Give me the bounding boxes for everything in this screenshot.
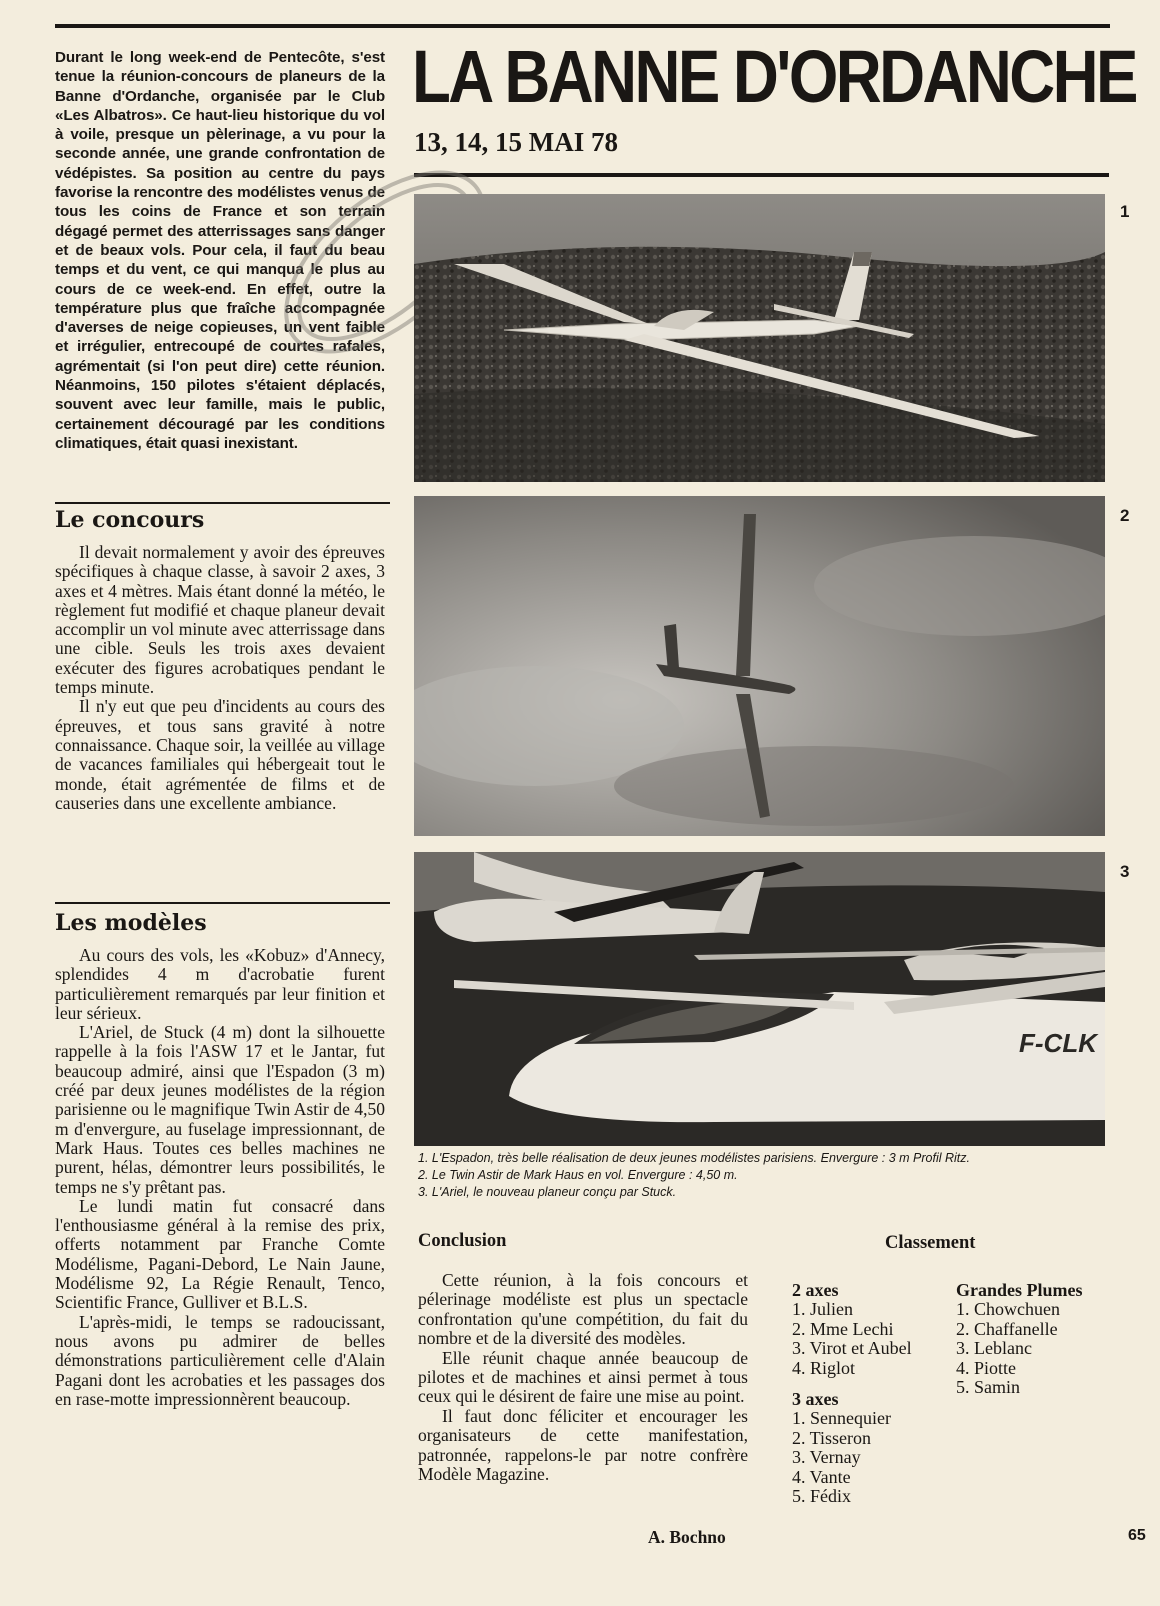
ranking-item: 2. Tisseron: [792, 1427, 872, 1448]
top-rule: [55, 24, 1110, 28]
photo-captions: [418, 1150, 1108, 1201]
modeles-paragraph: L'Ariel, de Stuck (4 m) dont la silhouette rappelle à la fois l'ASW 17 et le Jantar, fut beaucoup admiré, ainsi que l'Espadon (3 m) créé par deux jeunes modélistes de la région parisienne ou le magnifique Twin Astir de 4,50 m d'envergure, au fuselage impressionnant, de Mark Haus. Toutes ces belles machines ne purent, hélas, démontrer leurs possibilités, le temps ne s'y prêtant pas.: [55, 1022, 385, 1197]
concours-text: [55, 543, 385, 813]
modeles-paragraph: Le lundi matin fut consacré dans l'enthousiasme général à la remise des prix, offerts notamment par Franche Comte Modélisme, Pagani-Debord, Le Nain Jaune, Modélisme 92, La Régie Renault, Tenco, Scientific France, Gulliver et B.L.S.: [55, 1195, 385, 1313]
ranking-item: 4. Vante: [792, 1466, 851, 1487]
ranking-item: 1. Sennequier: [792, 1408, 891, 1429]
ranking-item: 5. Samin: [956, 1377, 1021, 1398]
intro-paragraph: Durant le long week-end de Pentecôte, s'est tenue la réunion-concours de planeurs de la Banne d'Ordanche, organisée par le Club «Les Albatros». Ce haut-lieu historique du vol à voile, presque un pèlerinage, a vu pour la seconde année, une grande confrontation de védépistes. Sa position au centre du pays favorise la rencontre des modélistes venus de tous les coins de France et son terrain dégagé permet des atterrissages sans danger et de beaux vols. Pour cela, il faut du beau temps et du vent, ce qui manqua le plus au cours de ce week-end. En effet, outre la température plus que fraîche accompagnée d'averses de neige copieuses, un vent faible et irrégulier, entrecoupé de courtes rafales, agrémentait (si l'on peut dire) cette réunion. Néanmoins, 150 pilotes s'étaient déplacés, souvent avec leur famille, mais le public, certainement découragé par les conditions climatiques, était quasi inexistant.: [55, 49, 385, 452]
ranking-item: 1. Chowchuen: [956, 1299, 1060, 1320]
section-title-modeles: Les modèles: [55, 910, 207, 936]
section-title-concours: Le concours: [55, 507, 205, 533]
conclusion-paragraph: Il faut donc féliciter et encourager les organisateurs de cette manifestation, patronnée, rappelons-le par notre confrère Modèle Magazine.: [418, 1405, 748, 1485]
title-bottom-rule: [414, 173, 1109, 177]
caption: 3. L'Ariel, le nouveau planeur conçu par Stuck.: [418, 1185, 677, 1199]
photo-ariel: [414, 852, 1105, 1146]
modeles-paragraph: Au cours des vols, les «Kobuz» d'Annecy, splendides 4 m d'acrobatie furent particulièrement remarqués par leur finition et leur sérieux.: [55, 945, 385, 1023]
fuselage-marking: F-CLK: [1019, 1028, 1097, 1058]
ranking-heading: Grandes Plumes: [956, 1280, 1083, 1300]
ranking-item: 3. Virot et Aubel: [792, 1338, 912, 1359]
conclusion-title: Conclusion: [418, 1231, 507, 1251]
classement-title: Classement: [885, 1233, 976, 1253]
modeles-paragraph: L'après-midi, le temps se radoucissant, nous avons pu admirer de belles démonstrations particulièrement celle d'Alain Pagani dont les acrobaties et les passages dos en rase-motte impressionnèrent beaucoup.: [55, 1311, 385, 1409]
ranking-2-axes: [792, 1281, 912, 1378]
conclusion-text: [418, 1271, 748, 1484]
section-rule-modeles: [55, 902, 390, 904]
ranking-item: 4. Riglot: [792, 1357, 856, 1378]
modeles-text: [55, 946, 385, 1409]
article-date: 13, 14, 15 MAI 78: [414, 127, 618, 157]
ranking-item: 2. Mme Lechi: [792, 1318, 894, 1339]
ranking-heading: 3 axes: [792, 1389, 839, 1409]
photo-number: 1: [1120, 202, 1130, 221]
ranking-item: 1. Julien: [792, 1299, 853, 1320]
ranking-item: 3. Vernay: [792, 1447, 861, 1468]
concours-paragraph: Il n'y eut que peu d'incidents au cours des épreuves, et tous sans gravité à notre connaissance. Chaque soir, la veillée au village de vacances familiales qui hébergeait tout le monde, était agrémentée de films et de causeries dans une excellente ambiance.: [55, 696, 385, 813]
section-rule-concours: [55, 502, 390, 504]
photo-espadon: [414, 194, 1105, 482]
page-number: 65: [1128, 1527, 1146, 1544]
ranking-grandes-plumes: [956, 1281, 1083, 1397]
photo-number: 3: [1120, 862, 1130, 881]
ranking-item: 3. Leblanc: [956, 1338, 1032, 1359]
photo-number: 2: [1120, 506, 1130, 525]
ranking-item: 2. Chaffanelle: [956, 1318, 1058, 1339]
caption: 1. L'Espadon, très belle réalisation de deux jeunes modélistes parisiens. Envergure : 3 m Profil Ritz.: [418, 1151, 970, 1165]
photo-twin-astir: [414, 496, 1105, 836]
author-signature: A. Bochno: [648, 1527, 726, 1547]
caption: 2. Le Twin Astir de Mark Haus en vol. Envergure : 4,50 m.: [418, 1168, 738, 1182]
article-title: LA BANNE D'ORDANCHE: [412, 35, 1136, 118]
ranking-item: 5. Fédix: [792, 1486, 852, 1507]
ranking-3-axes: [792, 1390, 891, 1506]
concours-paragraph: Il devait normalement y avoir des épreuves spécifiques à chaque classe, à savoir 2 axes, 3 axes et 4 mètres. Mais étant donné la météo, le règlement fut modifié et chaque planeur devait accomplir un vol minute avec atterrissage dans une cible. Seuls les trois axes devaient exécuter des figures acrobatiques pendant le temps minute.: [55, 542, 385, 698]
conclusion-paragraph: Cette réunion, à la fois concours et pélerinage modéliste est plus un spectacle confrontation qu'une compétition, du fait du nombre et de la diversité des modèles.: [418, 1270, 748, 1349]
ranking-item: 4. Piotte: [956, 1357, 1017, 1378]
conclusion-paragraph: Elle réunit chaque année beaucoup de pilotes et de machines et ainsi permet à tous ceux qui le désirent de faire une mise au point.: [418, 1347, 748, 1407]
ranking-heading: 2 axes: [792, 1280, 839, 1300]
